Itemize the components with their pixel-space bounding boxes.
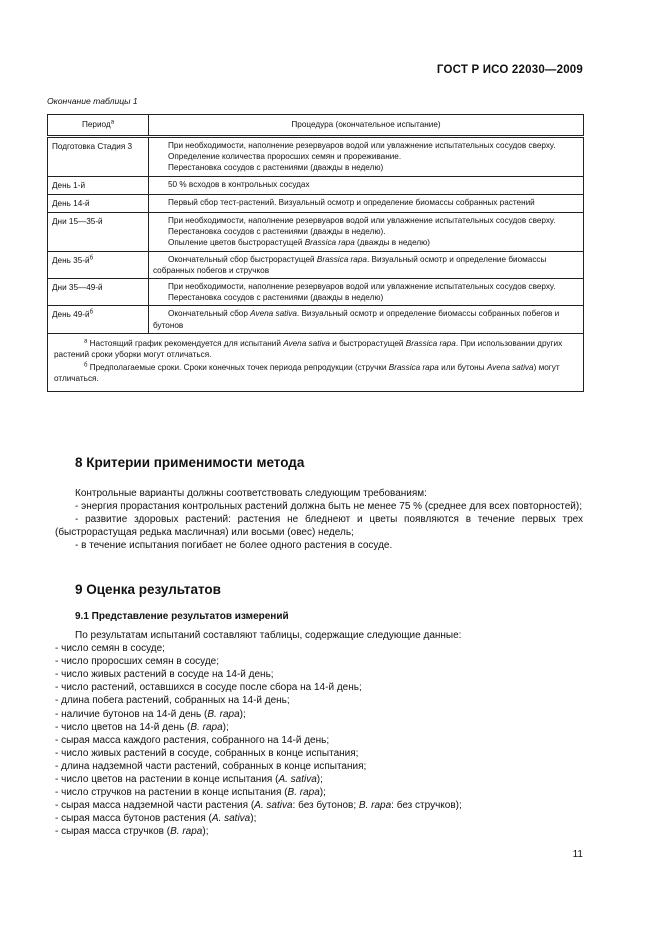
period-cell: День 14-й: [48, 194, 149, 212]
procedure-cell: [149, 213, 584, 252]
list-item: - число семян в сосуде;: [55, 643, 165, 655]
table-row: [48, 194, 584, 212]
table-row: [48, 176, 584, 194]
procedure-line: Окончательный сбор быстрорастущей Brassica rapa. Визуальный осмотр и определение биомассы собранных побегов и стручков: [153, 254, 547, 275]
procedure-line: При необходимости, наполнение резервуаров водой или увлажнение испытательных сосудов сверху.: [168, 141, 556, 150]
procedure-cell: [149, 279, 584, 306]
list-item: - сырая масса надземной части растения (A. sativa: без бутонов; B. rapa: без стручков);: [55, 800, 462, 812]
footnote: $^а$ Настоящий график рекомендуется для испытаний Avena sativa и быстрорастущей Brassica rapa. При использовании других растений сроки уборки могут отличаться.: [54, 338, 563, 360]
table-row: [48, 137, 584, 177]
period-cell: Дни 15—35-й: [48, 213, 149, 252]
page-number: 11: [572, 849, 583, 860]
procedure-line: Окончательный сбор Avena sativa. Визуальный осмотр и определение биомассы собранных побегов и бутонов: [153, 309, 560, 330]
procedure-cell: [149, 137, 584, 177]
section-9-title: 9 Оценка результатов: [75, 582, 221, 597]
period-cell: Подготовка Стадия 3: [48, 137, 149, 177]
procedure-line: Первый сбор тест-растений. Визуальный осмотр и определение биомассы собранных растений: [168, 197, 535, 207]
section-8-title: 8 Критерии применимости метода: [75, 455, 305, 470]
procedure-cell: [149, 194, 584, 212]
period-cell: День $49-й^б$: [48, 306, 149, 333]
period-cell: День 1-й: [48, 176, 149, 194]
procedure-line: При необходимости, наполнение резервуаров водой или увлажнение испытательных сосудов сверху.: [168, 282, 556, 292]
section-8-intro: Контрольные варианты должны соответствовать следующим требованиям:: [75, 488, 427, 499]
section-9-body: [55, 629, 583, 839]
list-item: - наличие бутонов на 14-й день (B. rapa);: [55, 708, 246, 720]
column-header-period: Период$^а$: [48, 115, 149, 137]
footnote: $^б$ Предполагаемые сроки. Сроки конечных точек периода репродукции (стручки Brassica rapa или бутоны Avena sativa) могут отличаться.: [54, 362, 560, 384]
procedure-cell: [149, 176, 584, 194]
list-item: - число проросших семян в сосуде;: [55, 656, 219, 668]
section-9-intro: По результатам испытаний составляют таблицы, содержащие следующие данные:: [75, 630, 462, 641]
results-list: [55, 642, 583, 838]
procedure-line: Определение количества проросших семян и прореживание.: [168, 152, 402, 162]
schedule-table: [47, 114, 584, 392]
period-cell: День $35-й^б$: [48, 251, 149, 278]
list-item: - сырая масса бутонов растения (A. sativa);: [55, 813, 257, 825]
procedure-cell: [149, 251, 584, 278]
list-item: - длина надземной части растений, собранных в конце испытания;: [55, 760, 367, 772]
period-cell: Дни 35—49-й: [48, 279, 149, 306]
list-item: - число цветов на 14-й день (B. rapa);: [55, 721, 229, 733]
criteria-item: - в течение испытания погибает не более одного растения в сосуде.: [75, 540, 393, 552]
procedure-line: 50 % всходов в контрольных сосудах: [168, 179, 310, 189]
section-8-body: [55, 487, 583, 552]
list-item: - сырая масса каждого растения, собранного на 14-й день;: [55, 734, 330, 746]
procedure-line: Перестановка сосудов с растениями (дважды в неделю).: [168, 227, 386, 237]
column-header-procedure: Процедура (окончательное испытание): [149, 115, 584, 137]
criteria-item: - энергия прорастания контрольных растений должна быть не менее 75 % (среднее для всех повторностей);: [75, 501, 582, 513]
table-footnotes-row: [48, 333, 584, 391]
list-item: - число живых растений в сосуде, собранных в конце испытания;: [55, 747, 359, 759]
list-item: - число живых растений в сосуде на 14-й день;: [55, 669, 274, 681]
list-item: - длина побега растений, собранных на 14-й день;: [55, 695, 290, 707]
table-caption: Окончание таблицы 1: [47, 96, 138, 106]
procedure-cell: [149, 306, 584, 333]
table-row: [48, 213, 584, 252]
criteria-item: - развитие здоровых растений: растения не бледнеют и цветы появляются в течение первых трех (быстрорастущая редька масличная) или восьми (овес) недель;: [55, 514, 583, 539]
standard-code: ГОСТ Р ИСО 22030—2009: [436, 64, 583, 76]
table-row: [48, 306, 584, 333]
table-row: [48, 251, 584, 278]
procedure-line: Перестановка сосудов с растениями (дважды в неделю): [168, 293, 384, 303]
section-9-1-title: 9.1 Представление результатов измерений: [75, 611, 289, 622]
list-item: - число цветов на растении в конце испытания (A. sativa);: [55, 774, 323, 786]
table-footnotes: [48, 333, 584, 391]
procedure-line: Опыление цветов быстрорастущей Brassica rapa (дважды в неделю): [168, 238, 431, 248]
table-row: [48, 279, 584, 306]
list-item: - число стручков на растении в конце испытания (B. rapa);: [55, 787, 326, 799]
procedure-line: При необходимости, наполнение резервуаров водой или увлажнение испытательных сосудов сверху.: [168, 216, 556, 226]
list-item: - сырая масса стручков (B. rapa);: [55, 826, 209, 838]
procedure-line: Перестановка сосудов с растениями (дважды в неделю): [168, 163, 384, 173]
list-item: - число растений, оставшихся в сосуде после сбора на 14-й день;: [55, 682, 362, 694]
